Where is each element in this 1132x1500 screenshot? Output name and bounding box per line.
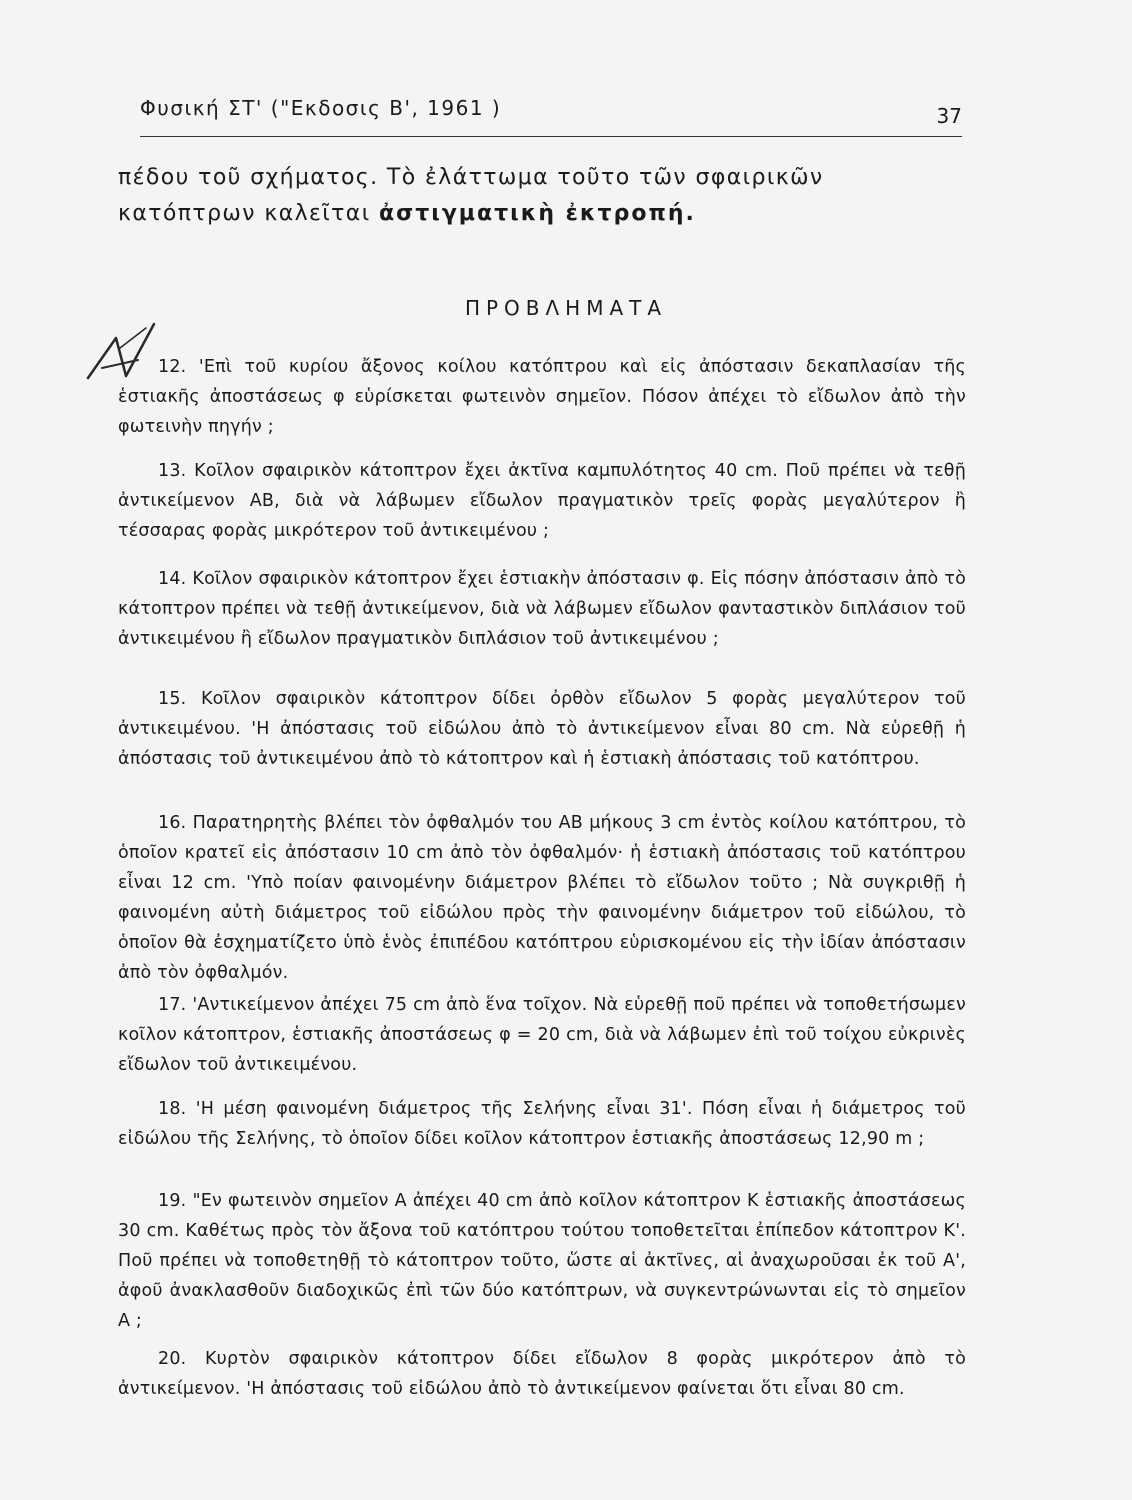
problem-number: 19.: [158, 1191, 187, 1211]
problem-text: Κοῖλον σφαιρικὸν κάτοπτρον δίδει ὀρθὸν εἴδωλον 5 φορὰς μεγαλύτερον τοῦ ἀντικειμένου. 'Η ἀπόστασις τοῦ εἰδώλου ἀπὸ τὸ ἀντικείμενον εἶναι 80 cm. Νὰ εὑρεθῇ ἡ ἀπόστασις τοῦ ἀντικειμένου ἀπὸ τὸ κάτοπτρον καὶ ἡ ἑστιακὴ ἀπόστασις τοῦ κατόπτρου.: [118, 689, 967, 769]
problem-number: 17.: [158, 995, 187, 1015]
problem-20: [118, 1344, 966, 1404]
problem-number: 15.: [158, 689, 187, 709]
intro-paragraph: [118, 160, 966, 232]
intro-term: ἀστιγματικὴ ἐκτροπή.: [378, 201, 696, 226]
problem-number: 18.: [158, 1099, 187, 1119]
problem-12: [118, 352, 966, 442]
problem-19: [118, 1186, 966, 1336]
problem-number: 14.: [158, 569, 187, 589]
intro-text: πέδου τοῦ σχήματος. Τὸ ἐλάττωμα τοῦτο τῶν σφαιρικῶν κατόπτρων καλεῖται: [118, 165, 824, 226]
problem-text: 'Επὶ τοῦ κυρίου ἄξονος κοίλου κατόπτρου καὶ εἰς ἀπόστασιν δεκαπλασίαν τῆς ἑστιακῆς ἀποστάσεως φ εὑρίσκεται φωτεινὸν σημεῖον. Πόσον ἀπέχει τὸ εἴδωλον ἀπὸ τὴν φωτεινὴν πηγήν ;: [118, 357, 966, 437]
problem-14: [118, 564, 966, 654]
running-title: Φυσική ΣΤ' ("Εκδοσις Β', 1961 ): [140, 96, 502, 120]
problem-number: 12.: [158, 357, 187, 377]
problem-number: 20.: [158, 1349, 187, 1369]
page-header: [140, 96, 962, 140]
page-number: 37: [936, 104, 962, 128]
problem-18: [118, 1094, 966, 1154]
problem-text: "Εν φωτεινὸν σημεῖον Α ἀπέχει 40 cm ἀπὸ κοῖλον κάτοπτρον Κ ἑστιακῆς ἀποστάσεως 30 cm. Καθέτως πρὸς τὸν ἄξονα τοῦ κατόπτρου τούτου τοποθετεῖται ἐπίπεδον κάτοπτρον Κ'. Ποῦ πρέπει νὰ τοποθετηθῇ τὸ κάτοπτρον τοῦτο, ὥστε αἱ ἀκτῖνες, αἱ ἀναχωροῦσαι ἐκ τοῦ Α', ἀφοῦ ἀνακλασθοῦν διαδοχικῶς ἐπὶ τῶν δύο κατόπτρων, νὰ συγκεντρώνωνται εἰς τὸ σημεῖον Α ;: [118, 1191, 966, 1331]
problem-text: Κοῖλον σφαιρικὸν κάτοπτρον ἔχει ἀκτῖνα καμπυλότητος 40 cm. Ποῦ πρέπει νὰ τεθῇ ἀντικείμενον ΑΒ, διὰ νὰ λάβωμεν εἴδωλον πραγματικὸν τρεῖς φορὰς μεγαλύτερον ἢ τέσσαρας φορὰς μικρότερον τοῦ ἀντικειμένου ;: [118, 461, 966, 541]
problem-number: 13.: [158, 461, 187, 481]
problem-text: Κυρτὸν σφαιρικὸν κάτοπτρον δίδει εἴδωλον 8 φορὰς μικρότερον ἀπὸ τὸ ἀντικείμενον. 'Η ἀπόστασις τοῦ εἰδώλου ἀπὸ τὸ ἀντικείμενον φαίνεται ὅτι εἶναι 80 cm.: [118, 1349, 966, 1399]
problem-16: [118, 808, 966, 988]
problem-text: Κοῖλον σφαιρικὸν κάτοπτρον ἔχει ἑστιακὴν ἀπόστασιν φ. Εἰς πόσην ἀπόστασιν ἀπὸ τὸ κάτοπτρον πρέπει νὰ τεθῇ ἀντικείμενον, διὰ νὰ λάβωμεν εἴδωλον φανταστικὸν διπλάσιον τοῦ ἀντικειμένου ἢ εἴδωλον πραγματικὸν διπλάσιον τοῦ ἀντικειμένου ;: [118, 569, 966, 649]
problem-17: [118, 990, 966, 1080]
problem-15: [118, 684, 966, 774]
section-title: ΠΡΟΒΛΗΜΑΤΑ: [464, 296, 668, 320]
problem-number: 16.: [158, 813, 187, 833]
problem-text: 'Αντικείμενον ἀπέχει 75 cm ἀπὸ ἕνα τοῖχον. Νὰ εὑρεθῇ ποῦ πρέπει νὰ τοποθετήσωμεν κοῖλον κάτοπτρον, ἑστιακῆς ἀποστάσεως φ = 20 cm, διὰ νὰ λάβωμεν ἐπὶ τοῦ τοίχου εὐκρινὲς εἴδωλον τοῦ ἀντικειμένου.: [118, 995, 966, 1075]
problem-text: Παρατηρητὴς βλέπει τὸν ὀφθαλμόν του ΑΒ μήκους 3 cm ἐντὸς κοίλου κατόπτρου, τὸ ὁποῖον κρατεῖ εἰς ἀπόστασιν 10 cm ἀπὸ τὸν ὀφθαλμόν· ἡ ἑστιακὴ ἀπόστασις τοῦ κατόπτρου εἶναι 12 cm. 'Υπὸ ποίαν φαινομένην διάμετρον βλέπει τὸ εἴδωλον τοῦτο ; Νὰ συγκριθῇ ἡ φαινομένη αὐτὴ διάμετρος τοῦ εἰδώλου πρὸς τὴν φαινομένην διάμετρον τοῦ εἰδώλου, τὸ ὁποῖον θὰ ἐσχηματίζετο ὑπὸ ἑνὸς ἐπιπέδου κατόπτρου εὑρισκομένου εἰς τὴν ἰδίαν ἀπόστασιν ἀπὸ τὸν ὀφθαλμόν.: [118, 813, 967, 983]
problem-text: 'Η μέση φαινομένη διάμετρος τῆς Σελήνης εἶναι 31'. Πόση εἶναι ἡ διάμετρος τοῦ εἰδώλου τῆς Σελήνης, τὸ ὁποῖον δίδει κοῖλον κάτοπτρον ἑστιακῆς ἀποστάσεως 12,90 m ;: [118, 1099, 967, 1149]
header-rule: [140, 136, 962, 137]
problem-13: [118, 456, 966, 546]
